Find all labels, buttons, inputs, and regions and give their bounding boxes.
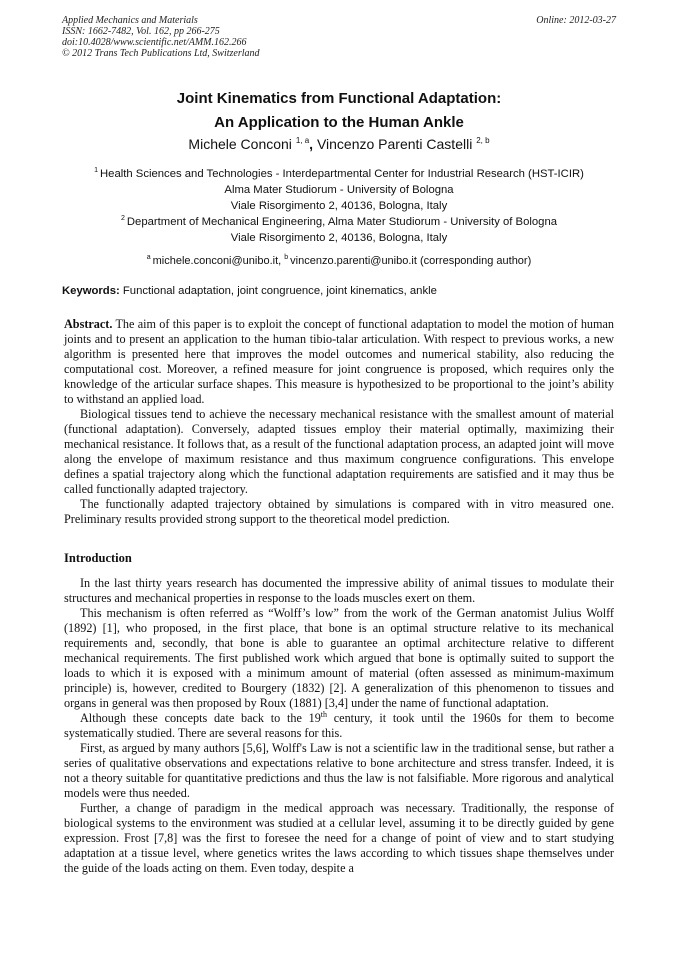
affiliation-1-line-1: Health Sciences and Technologies - Interdepartmental Center for Industrial Research (HST-ICIR) [100, 168, 584, 180]
doi-line: doi:10.4028/www.scientific.net/AMM.162.266 [62, 37, 247, 48]
abstract-paragraph-2: Biological tissues tend to achieve the necessary mechanical resistance with the smallest amount of material (functional adaptation). Conversely, adapted tissues employ their material optimally, maximizing their mechanical resistance. It follows that, as a result of the functional adaptation process, an adapted joint will move along the envelope of maximum resistance and thus maximum congruence configurations. This envelope defines a spatial trajectory along which the functional adaptation requirements are satisfied and it may thus be called functionally adapted trajectory. [64, 407, 614, 496]
keywords-text: Functional adaptation, joint congruence, joint kinematics, ankle [122, 285, 437, 297]
author-separator: , [309, 136, 314, 152]
abstract-paragraph-3: The functionally adapted trajectory obtained by simulations is compared with in vitro measured one. Preliminary results provided strong support to the theoretical model prediction. [64, 497, 614, 526]
affiliation-2-sup: 2 [120, 215, 125, 222]
affiliation-1 [62, 163, 616, 214]
intro-paragraph-1: In the last thirty years research has documented the impressive ability of animal tissues to modulate their structures and mechanical properties in response to the loads muscles exert on them. [64, 576, 614, 605]
author-2-name: Vincenzo Parenti Castelli [316, 136, 473, 152]
journal-header [62, 15, 616, 59]
email-b: vincenzo.parenti@unibo.it (corresponding author) [290, 255, 532, 267]
online-date: Online: 2012-03-27 [536, 15, 616, 26]
affiliation-1-line-3: Viale Risorgimento 2, 40136, Bologna, Italy [230, 200, 448, 212]
intro-paragraph-2: This mechanism is often referred as “Wolff’s low” from the work of the German anatomist Julius Wolff (1892) [1], who proposed, in the first place, that bone is an optimal structure relative to its mechanical requirements and, secondly, that bone is able to guarantee an optimal architecture relative to different mechanical requirements. The first published work which argued that bone is optimally suited to support the loads to which it is exposed with a minimum amount of material (often assessed as minimum-maximum principle) is, however, credited to Bourgery (1832) [2]. A generalization of this phenomenon to tissues and organs in general was then proposed by Roux (1881) [3,4] under the name of functional adaptation. [64, 606, 614, 710]
abstract-label: Abstract. [64, 317, 113, 331]
author-1-sup: 1, a [295, 136, 310, 145]
affiliation-1-line-2: Alma Mater Studiorum - University of Bologna [224, 184, 454, 196]
author-1-name: Michele Conconi [188, 136, 292, 152]
affiliation-1-sup: 1 [94, 167, 98, 174]
email-a-sup: a [146, 254, 151, 261]
copyright-line: © 2012 Trans Tech Publications Ltd, Switzerland [62, 48, 260, 59]
keywords-label: Keywords: [62, 285, 120, 297]
affiliation-2-line-2: Viale Risorgimento 2, 40136, Bologna, Italy [230, 232, 448, 244]
introduction-heading: Introduction [64, 551, 132, 565]
intro-paragraph-5: Further, a change of paradigm in the medical approach was necessary. Traditionally, the response of biological systems to the environment was studied at a cellular level, assuming it to be directly guided by gene expression. Frost [7,8] was the first to foresee the need for a change of point of view and to start studying adaptation at a tissue level, where genetics writes the laws according to which tissues shape themselves under the guide of the loads acting on them. Even today, despite a [64, 801, 614, 875]
intro-paragraph-3-end: century, it took until the 1960s for them to become systematically studied. There are several reasons for this. [64, 711, 615, 740]
intro-paragraph-3 [64, 711, 614, 741]
intro-paragraph-3-sup: th [320, 709, 328, 719]
author-list [62, 136, 616, 152]
author-2-sup: 2, b [476, 136, 490, 145]
issn-line: ISSN: 1662-7482, Vol. 162, pp 266-275 [62, 26, 220, 37]
keywords [62, 285, 616, 297]
intro-paragraph-3-start: Although these concepts date back to the 19 [80, 711, 321, 725]
paper-title-line-1: Joint Kinematics from Functional Adaptation: [176, 90, 502, 107]
affiliation-2-line-1: Department of Mechanical Engineering, Alma Mater Studiorum - University of Bologna [126, 216, 558, 228]
abstract-paragraph-1: The aim of this paper is to exploit the concept of functional adaptation to model the motion of human joints and to present an application to the human tibio-talar articulation. With respect to previous works, a new algorithm is presented here that improves the model outcomes and numerical stability, also reducing the computational cost. Moreover, a refined measure for joint congruence is proposed, which requires only the knowledge of the articular surface shapes. This measure is hypothesized to be proportional to the joint’s ability to withstand an applied load. [64, 317, 614, 406]
email-a: michele.conconi@unibo.it, [152, 255, 282, 267]
intro-paragraph-4: First, as argued by many authors [5,6], Wolff's Law is not a scientific law in the traditional sense, but rather a series of qualitative observations and expectations relative to bone architecture and stress transfer. Indeed, it is not a theory suitable for quantitative predictions and thus the law is not falsifiable. More rigorous and analytical models were thus needed. [64, 741, 614, 800]
email-b-sup: b [284, 254, 289, 261]
abstract [64, 317, 614, 527]
journal-name: Applied Mechanics and Materials [62, 15, 198, 26]
author-emails [62, 254, 616, 267]
affiliation-2 [62, 211, 616, 246]
introduction-body [64, 576, 614, 876]
paper-title-line-2: An Application to the Human Ankle [214, 114, 464, 131]
